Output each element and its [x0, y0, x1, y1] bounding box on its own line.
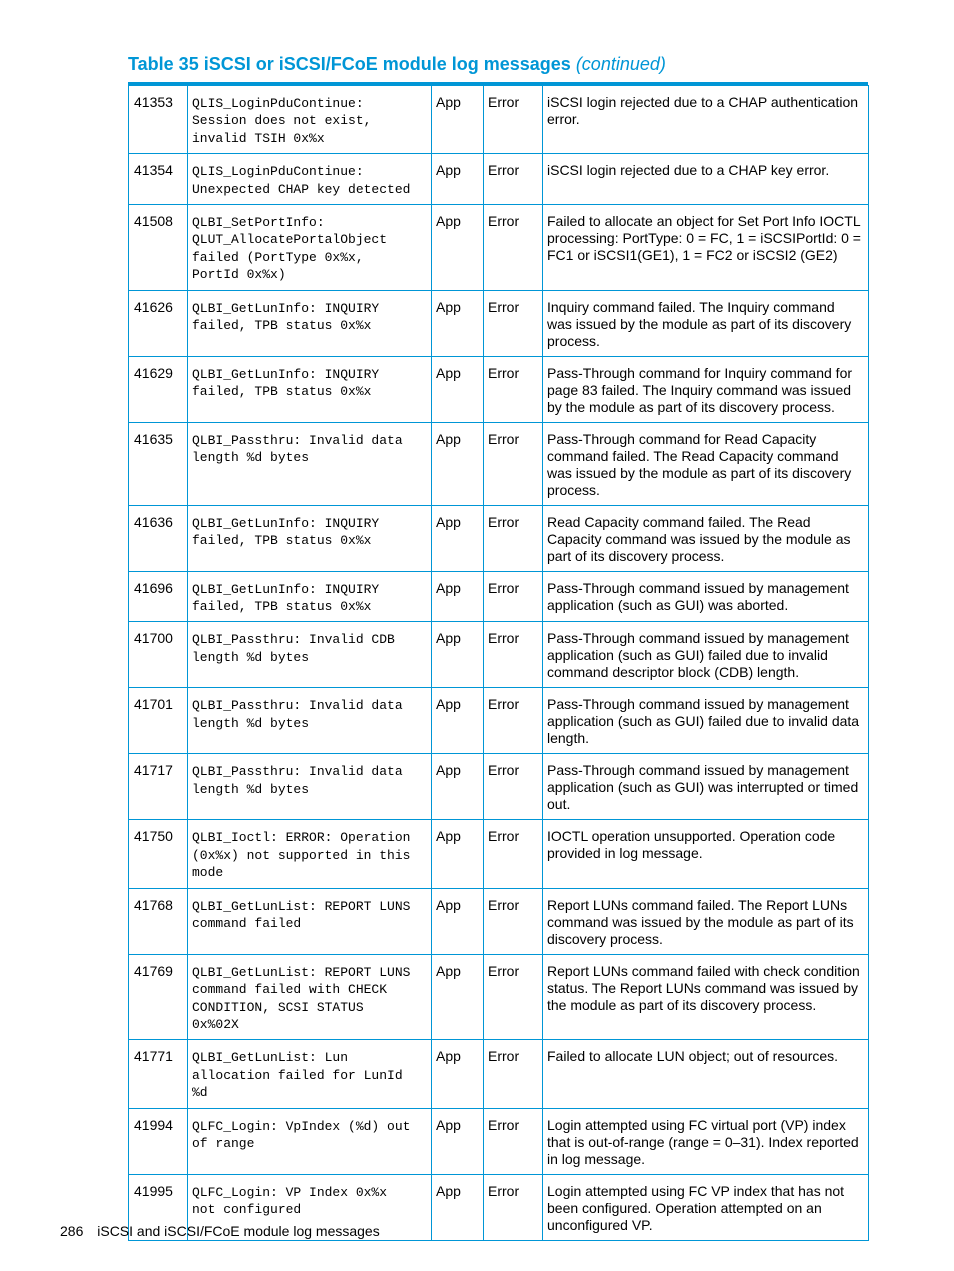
footer-section-title: iSCSI and iSCSI/FCoE module log messages	[97, 1223, 380, 1239]
module-cell: App	[432, 688, 484, 754]
type-cell: Error	[484, 571, 543, 622]
type-cell: Error	[484, 154, 543, 205]
type-cell: Error	[484, 290, 543, 356]
type-cell: Error	[484, 1174, 543, 1240]
table-row	[129, 290, 869, 356]
table-body	[129, 86, 869, 1241]
message-id-cell: 41635	[129, 422, 188, 505]
type-cell: Error	[484, 820, 543, 888]
module-cell: App	[432, 290, 484, 356]
module-cell: App	[432, 820, 484, 888]
page-footer	[60, 1223, 380, 1239]
message-id-cell: 41354	[129, 154, 188, 205]
description-cell: Inquiry command failed. The Inquiry command was issued by the module as part of its discovery process.	[543, 290, 869, 356]
description-cell: Pass-Through command issued by management application (such as GUI) was interrupted or timed out.	[543, 754, 869, 820]
type-cell: Error	[484, 356, 543, 422]
description-cell: Pass-Through command issued by management application (such as GUI) failed due to invalid command descriptor block (CDB) length.	[543, 622, 869, 688]
message-id-cell: 41768	[129, 888, 188, 954]
message-text-cell: QLBI_Ioctl: ERROR: Operation (0x%x) not supported in this mode	[188, 820, 432, 888]
type-cell: Error	[484, 888, 543, 954]
description-cell: Failed to allocate LUN object; out of resources.	[543, 1040, 869, 1108]
message-id-cell: 41995	[129, 1174, 188, 1240]
message-text-cell: QLBI_Passthru: Invalid CDB length %d bytes	[188, 622, 432, 688]
module-cell: App	[432, 1174, 484, 1240]
module-cell: App	[432, 622, 484, 688]
table-row	[129, 622, 869, 688]
table-row	[129, 422, 869, 505]
table-row	[129, 754, 869, 820]
module-cell: App	[432, 954, 484, 1040]
description-cell: Login attempted using FC VP index that has not been configured. Operation attempted on an unconfigured VP.	[543, 1174, 869, 1240]
table-title	[128, 54, 666, 75]
module-cell: App	[432, 754, 484, 820]
message-text-cell: QLIS_LoginPduContinue: Session does not exist, invalid TSIH 0x%x	[188, 86, 432, 154]
table-row	[129, 86, 869, 154]
table-row	[129, 505, 869, 571]
message-text-cell: QLFC_Login: VpIndex (%d) out of range	[188, 1108, 432, 1174]
table-row	[129, 571, 869, 622]
description-cell: Report LUNs command failed with check condition status. The Report LUNs command was issued by the module as part of its discovery process.	[543, 954, 869, 1040]
table-row	[129, 688, 869, 754]
log-messages-table	[128, 82, 868, 1241]
type-cell: Error	[484, 754, 543, 820]
message-id-cell: 41353	[129, 86, 188, 154]
message-text-cell: QLBI_Passthru: Invalid data length %d bytes	[188, 422, 432, 505]
type-cell: Error	[484, 86, 543, 154]
message-id-cell: 41636	[129, 505, 188, 571]
module-cell: App	[432, 205, 484, 291]
message-text-cell: QLBI_Passthru: Invalid data length %d bytes	[188, 754, 432, 820]
message-text-cell: QLFC_Login: VP Index 0x%x not configured	[188, 1174, 432, 1240]
module-cell: App	[432, 505, 484, 571]
message-text-cell: QLBI_GetLunInfo: INQUIRY failed, TPB status 0x%x	[188, 290, 432, 356]
type-cell: Error	[484, 505, 543, 571]
description-cell: Read Capacity command failed. The Read Capacity command was issued by the module as part of its discovery process.	[543, 505, 869, 571]
table-row	[129, 1108, 869, 1174]
message-id-cell: 41771	[129, 1040, 188, 1108]
module-cell: App	[432, 86, 484, 154]
message-id-cell: 41626	[129, 290, 188, 356]
type-cell: Error	[484, 688, 543, 754]
module-cell: App	[432, 422, 484, 505]
description-cell: Pass-Through command for Read Capacity command failed. The Read Capacity command was issued by the module as part of its discovery process.	[543, 422, 869, 505]
message-text-cell: QLIS_LoginPduContinue: Unexpected CHAP key detected	[188, 154, 432, 205]
module-cell: App	[432, 356, 484, 422]
table-title-main: Table 35 iSCSI or iSCSI/FCoE module log messages	[128, 54, 571, 74]
page-number: 286	[60, 1223, 84, 1239]
table-row	[129, 888, 869, 954]
message-text-cell: QLBI_GetLunInfo: INQUIRY failed, TPB status 0x%x	[188, 571, 432, 622]
description-cell: iSCSI login rejected due to a CHAP key error.	[543, 154, 869, 205]
table-row	[129, 1040, 869, 1108]
description-cell: Pass-Through command issued by management application (such as GUI) was aborted.	[543, 571, 869, 622]
message-id-cell: 41701	[129, 688, 188, 754]
message-id-cell: 41717	[129, 754, 188, 820]
description-cell: IOCTL operation unsupported. Operation code provided in log message.	[543, 820, 869, 888]
message-id-cell: 41696	[129, 571, 188, 622]
description-cell: iSCSI login rejected due to a CHAP authentication error.	[543, 86, 869, 154]
type-cell: Error	[484, 422, 543, 505]
message-text-cell: QLBI_GetLunList: REPORT LUNS command failed	[188, 888, 432, 954]
message-text-cell: QLBI_SetPortInfo: QLUT_AllocatePortalObject failed (PortType 0x%x, PortId 0x%x)	[188, 205, 432, 291]
type-cell: Error	[484, 1040, 543, 1108]
module-cell: App	[432, 1108, 484, 1174]
message-id-cell: 41769	[129, 954, 188, 1040]
message-id-cell: 41994	[129, 1108, 188, 1174]
message-text-cell: QLBI_Passthru: Invalid data length %d bytes	[188, 688, 432, 754]
type-cell: Error	[484, 954, 543, 1040]
description-cell: Login attempted using FC virtual port (VP) index that is out-of-range (range = 0–31). Index reported in log message.	[543, 1108, 869, 1174]
message-id-cell: 41629	[129, 356, 188, 422]
description-cell: Failed to allocate an object for Set Port Info IOCTL processing: PortType: 0 = FC, 1 = iSCSIPortId: 0 = FC1 or iSCSI1(GE1), 1 = FC2 or iSCSI2 (GE2)	[543, 205, 869, 291]
table-title-continued: (continued)	[575, 54, 666, 74]
message-text-cell: QLBI_GetLunList: REPORT LUNS command failed with CHECK CONDITION, SCSI STATUS 0x%02X	[188, 954, 432, 1040]
type-cell: Error	[484, 205, 543, 291]
message-id-cell: 41750	[129, 820, 188, 888]
table-row	[129, 820, 869, 888]
module-cell: App	[432, 1040, 484, 1108]
module-cell: App	[432, 888, 484, 954]
message-id-cell: 41700	[129, 622, 188, 688]
description-cell: Pass-Through command for Inquiry command for page 83 failed. The Inquiry command was issued by the module as part of its discovery process.	[543, 356, 869, 422]
table-row	[129, 356, 869, 422]
module-cell: App	[432, 571, 484, 622]
description-cell: Pass-Through command issued by management application (such as GUI) failed due to invalid data length.	[543, 688, 869, 754]
message-text-cell: QLBI_GetLunInfo: INQUIRY failed, TPB status 0x%x	[188, 505, 432, 571]
table-row	[129, 154, 869, 205]
message-id-cell: 41508	[129, 205, 188, 291]
table-row	[129, 954, 869, 1040]
module-cell: App	[432, 154, 484, 205]
message-text-cell: QLBI_GetLunInfo: INQUIRY failed, TPB status 0x%x	[188, 356, 432, 422]
type-cell: Error	[484, 622, 543, 688]
description-cell: Report LUNs command failed. The Report LUNs command was issued by the module as part of its discovery process.	[543, 888, 869, 954]
table-row	[129, 205, 869, 291]
type-cell: Error	[484, 1108, 543, 1174]
message-text-cell: QLBI_GetLunList: Lun allocation failed for LunId %d	[188, 1040, 432, 1108]
